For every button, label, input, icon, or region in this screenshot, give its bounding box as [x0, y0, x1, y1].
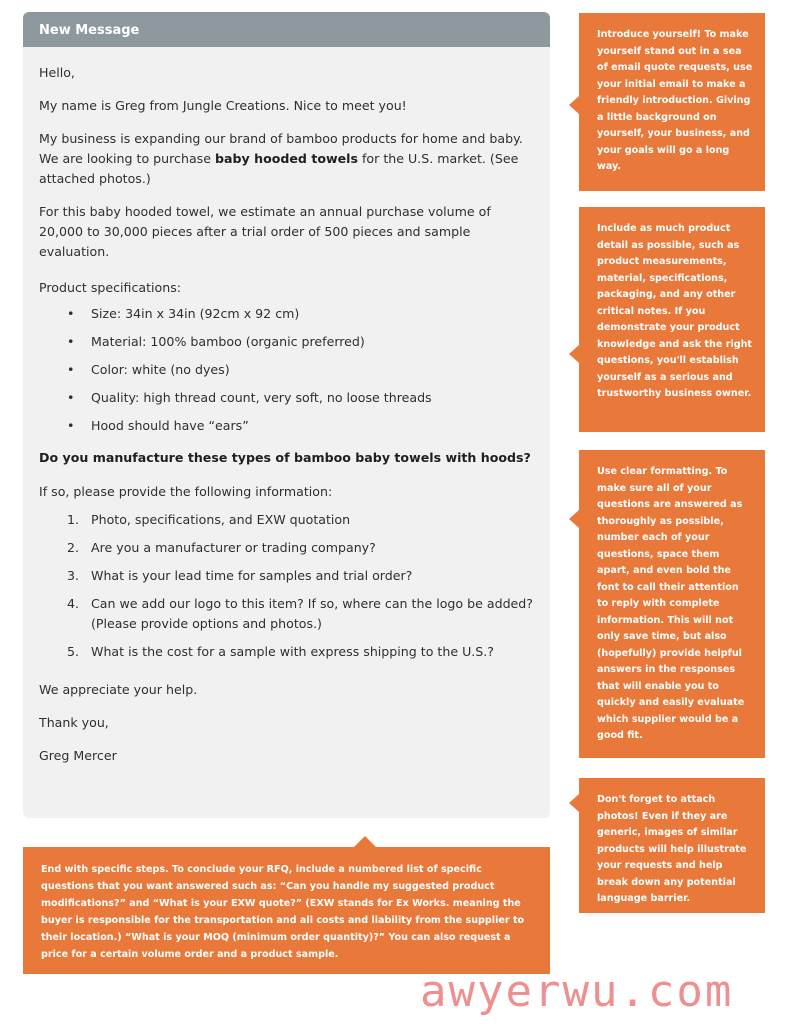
request-text: Can we add our logo to this item? If so, where can the logo be added? (Please provide options and photos.): [91, 596, 533, 631]
tip-text: Use clear formatting. To make sure all of your questions are answered as thoroughly as possible, number each of your questions, space them apart, and even bold the font to call their attention to reply with complete information. This will not only save time, but also (hopefully) provide helpful answers in the responses that will enable you to quickly and easily evaluate which supplier would be a good fit.: [597, 466, 745, 741]
request-number: 1.: [67, 512, 80, 527]
signature: Greg Mercer: [39, 748, 117, 763]
main-question: Do you manufacture these types of bamboo baby towels with hoods?: [39, 450, 531, 465]
tip-attach-photos: [579, 778, 765, 913]
tip-text: End with specific steps. To conclude your RFQ, include a numbered list of specific questions that you want answered such as: “Can you handle my suggested product modifications?” and “What is your EXW quote?” (EXW stands for Ex Works. meaning the buyer is responsible for the transportation and all costs and liability from the supplier to their location.) “What is your MOQ (minimum order quantity)?” You can also request a price for a certain volume order and a product sample.: [41, 864, 525, 960]
tip-specific-steps: [23, 847, 550, 974]
spec-item: • Size: 34in x 34in (92cm x 92 cm): [67, 304, 534, 324]
specs-label: Product specifications:: [39, 280, 182, 295]
greeting: Hello,: [39, 65, 75, 80]
thanks: Thank you,: [39, 715, 109, 730]
request-text: Are you a manufacturer or trading company?: [91, 540, 376, 555]
request-item: [67, 510, 534, 530]
email-header-title: New Message: [23, 12, 550, 47]
spec-item: • Quality: high thread count, very soft, no loose threads: [67, 388, 534, 408]
spec-item: • Hood should have “ears”: [67, 416, 534, 436]
provide-intro: If so, please provide the following information:: [39, 484, 333, 499]
request-item: [67, 566, 534, 586]
tip-introduce-yourself: [579, 13, 765, 191]
request-item: [67, 538, 534, 558]
request-item: [67, 642, 534, 662]
spec-item: • Material: 100% bamboo (organic preferred): [67, 332, 534, 352]
tip-text: Introduce yourself! To make yourself stand out in a sea of email quote requests, use your initial email to make a friendly introduction. Giving a little background on yourself, your business, and your goals will go a long way.: [597, 29, 753, 172]
callout-arrow: [354, 836, 376, 847]
product-highlight: baby hooded towels: [214, 151, 358, 166]
business-text-post: for the U.S. market. (See attached photos.): [39, 151, 519, 186]
tip-clear-formatting: [579, 450, 765, 758]
email-panel: [23, 12, 550, 818]
intro-paragraph: My name is Greg from Jungle Creations. Nice to meet you!: [39, 98, 407, 113]
tip-text: Don't forget to attach photos! Even if they are generic, images of similar products will help illustrate your requests and help break down any potential language barrier.: [597, 794, 747, 904]
request-item: [67, 594, 534, 634]
request-number: 5.: [67, 644, 80, 659]
watermark: awyerwu.com: [420, 966, 734, 1017]
appreciation: We appreciate your help.: [39, 682, 198, 697]
tip-text: Include as much product detail as possible, such as product measurements, material, specifications, packaging, and any other critical notes. If you demonstrate your product knowledge and ask the right questions, you'll establish yourself as a serious and trustworthy business owner.: [597, 223, 753, 399]
callout-arrow: [569, 345, 579, 363]
volume-paragraph: For this baby hooded towel, we estimate an annual purchase volume of 20,000 to 30,000 pieces after a trial order of 500 pieces and sample evaluation.: [39, 204, 491, 259]
request-list: [67, 510, 534, 662]
callout-arrow: [569, 794, 579, 812]
request-number: 2.: [67, 540, 80, 555]
tip-product-detail: [579, 207, 765, 432]
business-text-pre: My business is expanding our brand of bamboo products for home and baby. We are looking to purchase: [39, 131, 523, 166]
specs-list: [67, 304, 534, 436]
request-text: What is your lead time for samples and trial order?: [91, 568, 413, 583]
request-text: What is the cost for a sample with express shipping to the U.S.?: [91, 644, 494, 659]
request-number: 4.: [67, 596, 80, 611]
spec-item: • Color: white (no dyes): [67, 360, 534, 380]
request-number: 3.: [67, 568, 80, 583]
request-text: Photo, specifications, and EXW quotation: [91, 512, 351, 527]
callout-arrow: [569, 510, 579, 528]
email-body: [23, 47, 550, 766]
callout-arrow: [569, 96, 579, 114]
business-paragraph: [39, 129, 534, 189]
